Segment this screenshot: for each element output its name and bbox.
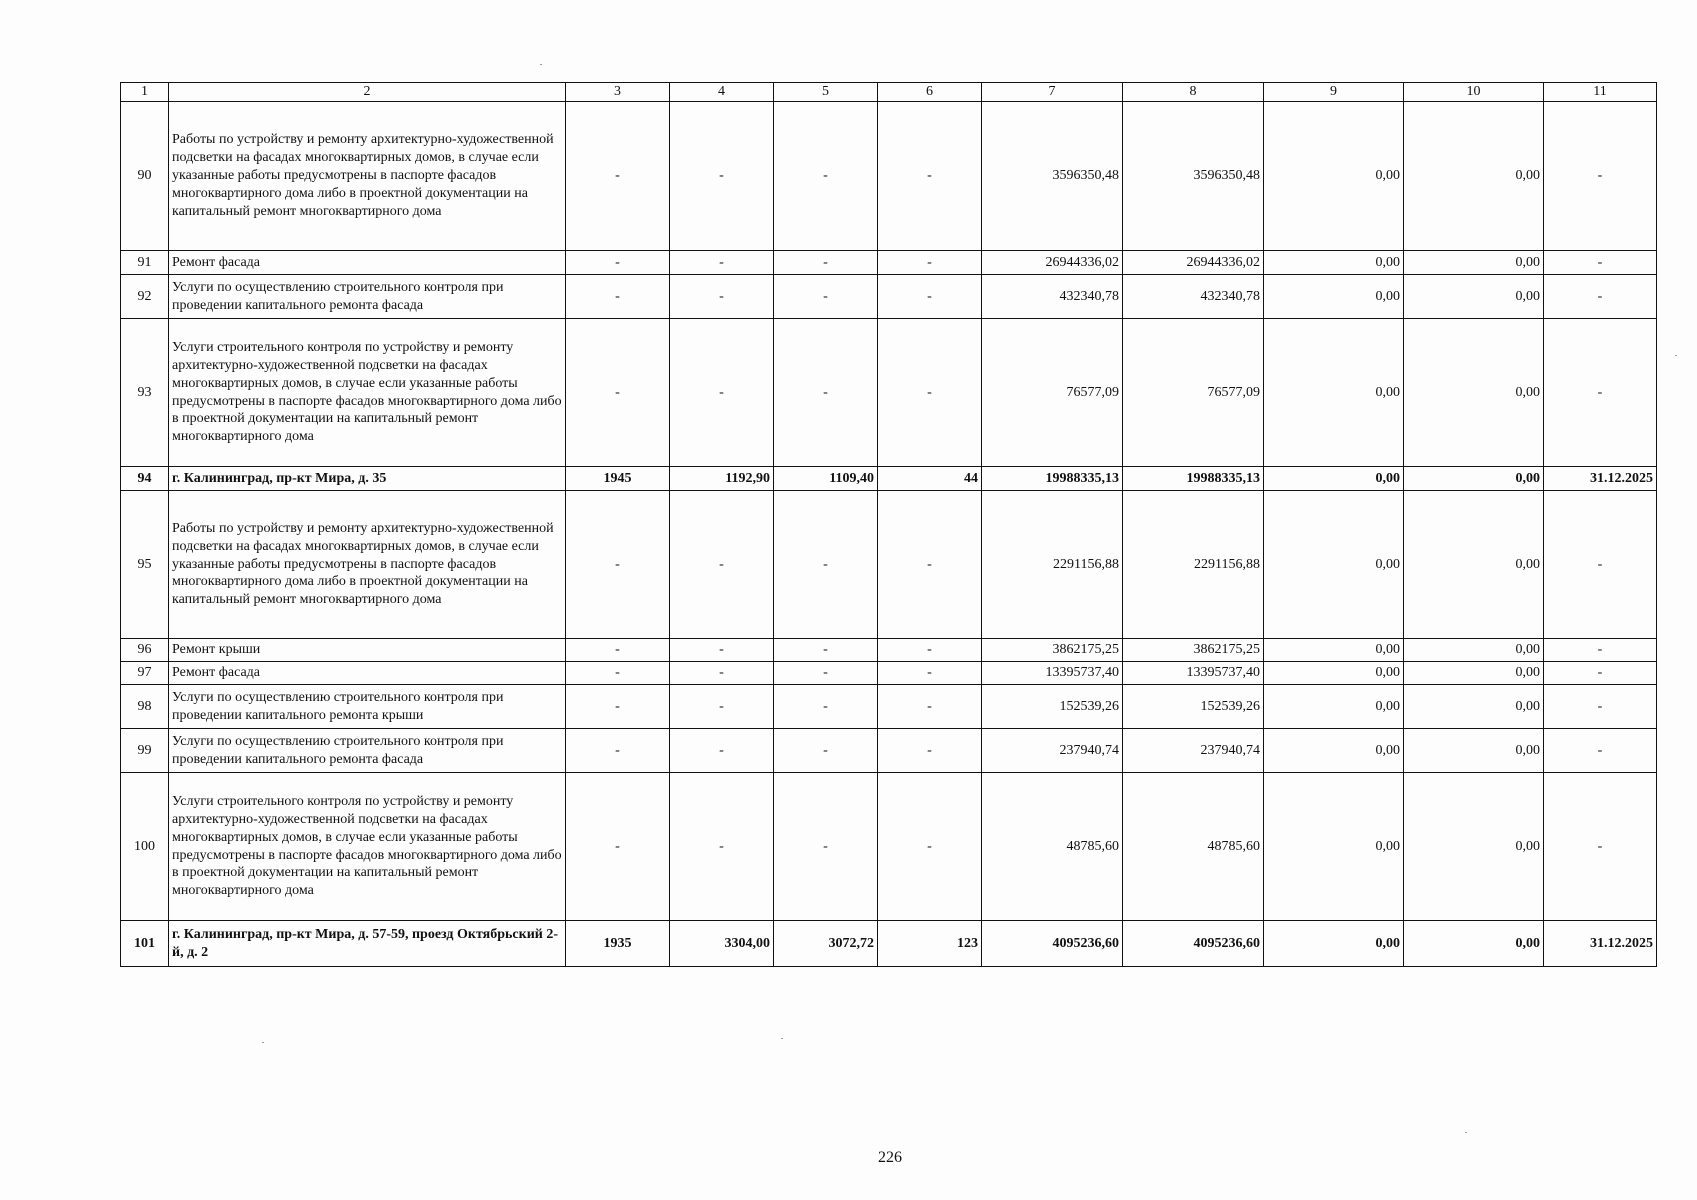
cost-owners-cell: 0,00 — [1404, 491, 1544, 639]
column-header: 1 — [121, 83, 169, 102]
area-total-cell: - — [670, 685, 774, 729]
area-total-cell: - — [670, 491, 774, 639]
area-total-cell: 1192,90 — [670, 467, 774, 491]
deadline-cell: - — [1544, 319, 1657, 467]
area-living-cell: - — [774, 491, 878, 639]
column-number-row — [121, 83, 1657, 102]
year-cell: - — [566, 729, 670, 773]
area-total-cell: - — [670, 251, 774, 275]
work-description: Услуги строительного контроля по устройству и ремонту архитектурно-художественной подсветки на фасадах многоквартирных домов, в случае если указанные работы предусмотрены в паспорте фасадов многоквартирного дома либо в проектной документации на капитальный ремонт многоквартирного дома — [169, 319, 566, 467]
work-description: Ремонт фасада — [169, 251, 566, 275]
table-row — [121, 275, 1657, 319]
cost-budget-cell: 0,00 — [1264, 319, 1404, 467]
year-cell: - — [566, 251, 670, 275]
area-living-cell: - — [774, 685, 878, 729]
cost-total-cell: 76577,09 — [982, 319, 1123, 467]
row-number: 95 — [121, 491, 169, 639]
deadline-cell: - — [1544, 251, 1657, 275]
cost-total-cell: 237940,74 — [982, 729, 1123, 773]
scan-speck — [540, 64, 542, 65]
deadline-cell: - — [1544, 491, 1657, 639]
row-number: 97 — [121, 662, 169, 685]
column-header: 2 — [169, 83, 566, 102]
cost-fund-cell: 4095236,60 — [1123, 921, 1264, 967]
column-header: 5 — [774, 83, 878, 102]
year-cell: - — [566, 773, 670, 921]
cost-budget-cell: 0,00 — [1264, 102, 1404, 251]
cost-fund-cell: 76577,09 — [1123, 319, 1264, 467]
area-total-cell: - — [670, 773, 774, 921]
year-cell: - — [566, 491, 670, 639]
area-living-cell: - — [774, 319, 878, 467]
year-cell: - — [566, 275, 670, 319]
cost-fund-cell: 3596350,48 — [1123, 102, 1264, 251]
column-header: 9 — [1264, 83, 1404, 102]
table-row — [121, 685, 1657, 729]
cost-budget-cell: 0,00 — [1264, 491, 1404, 639]
cost-budget-cell: 0,00 — [1264, 467, 1404, 491]
table-row — [121, 467, 1657, 491]
cost-budget-cell: 0,00 — [1264, 685, 1404, 729]
row-number: 93 — [121, 319, 169, 467]
scan-speck — [781, 1038, 783, 1039]
cost-owners-cell: 0,00 — [1404, 251, 1544, 275]
residents-cell: - — [878, 685, 982, 729]
year-cell: 1935 — [566, 921, 670, 967]
cost-total-cell: 152539,26 — [982, 685, 1123, 729]
work-description: г. Калининград, пр-кт Мира, д. 57-59, проезд Октябрьский 2-й, д. 2 — [169, 921, 566, 967]
row-number: 96 — [121, 639, 169, 662]
cost-fund-cell: 2291156,88 — [1123, 491, 1264, 639]
cost-total-cell: 13395737,40 — [982, 662, 1123, 685]
area-total-cell: - — [670, 102, 774, 251]
year-cell: - — [566, 685, 670, 729]
residents-cell: - — [878, 729, 982, 773]
row-number: 100 — [121, 773, 169, 921]
deadline-cell: - — [1544, 729, 1657, 773]
cost-total-cell: 2291156,88 — [982, 491, 1123, 639]
cost-fund-cell: 152539,26 — [1123, 685, 1264, 729]
row-number: 101 — [121, 921, 169, 967]
cost-total-cell: 4095236,60 — [982, 921, 1123, 967]
table-row — [121, 319, 1657, 467]
row-number: 91 — [121, 251, 169, 275]
cost-budget-cell: 0,00 — [1264, 251, 1404, 275]
deadline-cell: - — [1544, 662, 1657, 685]
cost-owners-cell: 0,00 — [1404, 685, 1544, 729]
work-description: Услуги строительного контроля по устройству и ремонту архитектурно-художественной подсветки на фасадах многоквартирных домов, в случае если указанные работы предусмотрены в паспорте фасадов многоквартирного дома либо в проектной документации на капитальный ремонт многоквартирного дома — [169, 773, 566, 921]
cost-owners-cell: 0,00 — [1404, 102, 1544, 251]
deadline-cell: 31.12.2025 — [1544, 467, 1657, 491]
cost-fund-cell: 3862175,25 — [1123, 639, 1264, 662]
column-header: 8 — [1123, 83, 1264, 102]
year-cell: - — [566, 662, 670, 685]
cost-owners-cell: 0,00 — [1404, 319, 1544, 467]
table-row — [121, 102, 1657, 251]
cost-budget-cell: 0,00 — [1264, 639, 1404, 662]
area-total-cell: - — [670, 319, 774, 467]
work-description: Услуги по осуществлению строительного контроля при проведении капитального ремонта фасада — [169, 729, 566, 773]
cost-total-cell: 19988335,13 — [982, 467, 1123, 491]
row-number: 94 — [121, 467, 169, 491]
cost-owners-cell: 0,00 — [1404, 662, 1544, 685]
work-description: Услуги по осуществлению строительного контроля при проведении капитального ремонта крыши — [169, 685, 566, 729]
cost-fund-cell: 237940,74 — [1123, 729, 1264, 773]
cost-budget-cell: 0,00 — [1264, 729, 1404, 773]
residents-cell: - — [878, 491, 982, 639]
table-body — [121, 102, 1657, 967]
residents-cell: - — [878, 773, 982, 921]
area-total-cell: - — [670, 662, 774, 685]
cost-fund-cell: 19988335,13 — [1123, 467, 1264, 491]
area-total-cell: - — [670, 639, 774, 662]
cost-budget-cell: 0,00 — [1264, 662, 1404, 685]
area-living-cell: - — [774, 275, 878, 319]
cost-owners-cell: 0,00 — [1404, 921, 1544, 967]
area-living-cell: - — [774, 773, 878, 921]
deadline-cell: - — [1544, 773, 1657, 921]
cost-owners-cell: 0,00 — [1404, 639, 1544, 662]
scan-speck — [1675, 355, 1677, 356]
residents-cell: - — [878, 662, 982, 685]
cost-owners-cell: 0,00 — [1404, 275, 1544, 319]
work-description: Ремонт крыши — [169, 639, 566, 662]
row-number: 92 — [121, 275, 169, 319]
area-living-cell: 1109,40 — [774, 467, 878, 491]
deadline-cell: - — [1544, 685, 1657, 729]
column-header: 6 — [878, 83, 982, 102]
work-description: Услуги по осуществлению строительного контроля при проведении капитального ремонта фасада — [169, 275, 566, 319]
table-row — [121, 729, 1657, 773]
column-header: 7 — [982, 83, 1123, 102]
cost-budget-cell: 0,00 — [1264, 921, 1404, 967]
row-number: 98 — [121, 685, 169, 729]
area-total-cell: - — [670, 729, 774, 773]
area-total-cell: 3304,00 — [670, 921, 774, 967]
cost-total-cell: 3596350,48 — [982, 102, 1123, 251]
cost-total-cell: 432340,78 — [982, 275, 1123, 319]
column-header: 10 — [1404, 83, 1544, 102]
cost-fund-cell: 432340,78 — [1123, 275, 1264, 319]
work-description: Работы по устройству и ремонту архитектурно-художественной подсветки на фасадах многоквартирных домов, в случае если указанные работы предусмотрены в паспорте фасадов многоквартирного дома либо в проектной документации на капитальный ремонт многоквартирного дома — [169, 102, 566, 251]
table-row — [121, 662, 1657, 685]
deadline-cell: - — [1544, 639, 1657, 662]
deadline-cell: - — [1544, 102, 1657, 251]
cost-fund-cell: 13395737,40 — [1123, 662, 1264, 685]
year-cell: - — [566, 102, 670, 251]
cost-fund-cell: 26944336,02 — [1123, 251, 1264, 275]
column-header: 11 — [1544, 83, 1657, 102]
cost-owners-cell: 0,00 — [1404, 773, 1544, 921]
deadline-cell: 31.12.2025 — [1544, 921, 1657, 967]
residents-cell: - — [878, 251, 982, 275]
residents-cell: - — [878, 275, 982, 319]
cost-budget-cell: 0,00 — [1264, 275, 1404, 319]
residents-cell: - — [878, 102, 982, 251]
residents-cell: 123 — [878, 921, 982, 967]
cost-fund-cell: 48785,60 — [1123, 773, 1264, 921]
column-header: 4 — [670, 83, 774, 102]
area-living-cell: - — [774, 102, 878, 251]
area-total-cell: - — [670, 275, 774, 319]
scan-speck — [262, 1042, 264, 1043]
cost-owners-cell: 0,00 — [1404, 467, 1544, 491]
row-number: 99 — [121, 729, 169, 773]
residents-cell: 44 — [878, 467, 982, 491]
area-living-cell: - — [774, 639, 878, 662]
table-row — [121, 639, 1657, 662]
area-living-cell: - — [774, 662, 878, 685]
repair-schedule-table — [120, 82, 1657, 967]
row-number: 90 — [121, 102, 169, 251]
table-row — [121, 773, 1657, 921]
table-row — [121, 921, 1657, 967]
year-cell: 1945 — [566, 467, 670, 491]
work-description: Ремонт фасада — [169, 662, 566, 685]
residents-cell: - — [878, 639, 982, 662]
cost-budget-cell: 0,00 — [1264, 773, 1404, 921]
area-living-cell: - — [774, 251, 878, 275]
column-header: 3 — [566, 83, 670, 102]
scan-speck — [1465, 1132, 1467, 1133]
area-living-cell: 3072,72 — [774, 921, 878, 967]
page-number: 226 — [878, 1149, 902, 1166]
year-cell: - — [566, 639, 670, 662]
deadline-cell: - — [1544, 275, 1657, 319]
residents-cell: - — [878, 319, 982, 467]
work-description: Работы по устройству и ремонту архитектурно-художественной подсветки на фасадах многоквартирных домов, в случае если указанные работы предусмотрены в паспорте фасадов многоквартирного дома либо в проектной документации на капитальный ремонт многоквартирного дома — [169, 491, 566, 639]
year-cell: - — [566, 319, 670, 467]
cost-owners-cell: 0,00 — [1404, 729, 1544, 773]
work-description: г. Калининград, пр-кт Мира, д. 35 — [169, 467, 566, 491]
table-row — [121, 251, 1657, 275]
cost-total-cell: 48785,60 — [982, 773, 1123, 921]
area-living-cell: - — [774, 729, 878, 773]
cost-total-cell: 3862175,25 — [982, 639, 1123, 662]
table-row — [121, 491, 1657, 639]
cost-total-cell: 26944336,02 — [982, 251, 1123, 275]
